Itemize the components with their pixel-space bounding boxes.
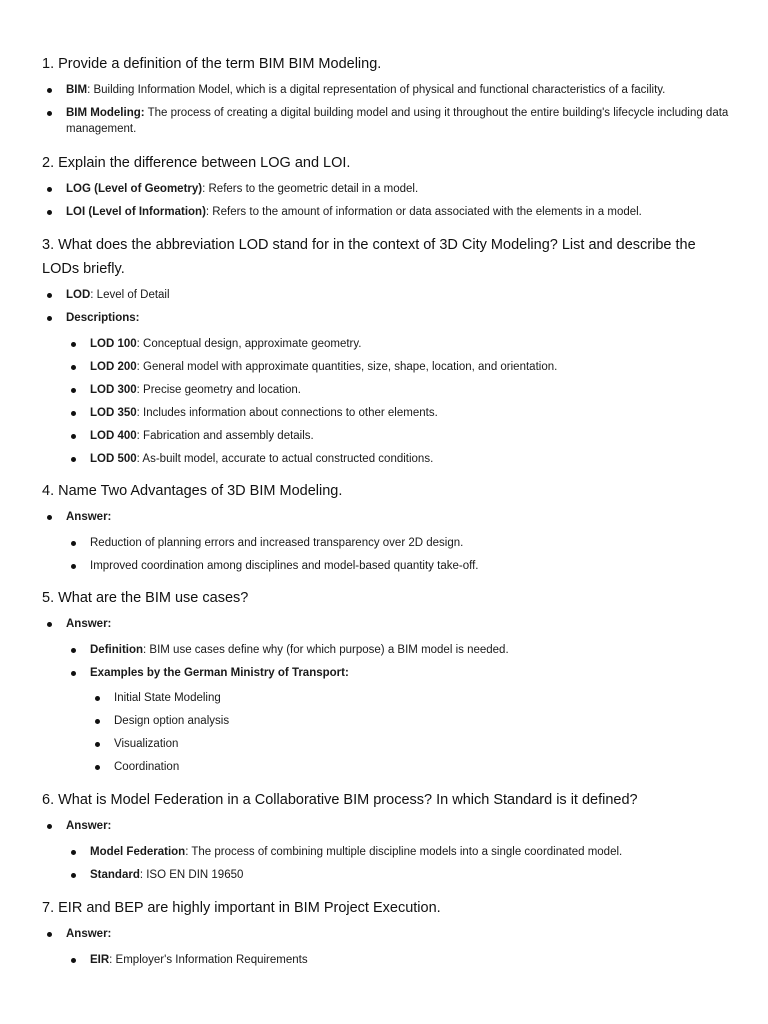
bullet-icon [71,671,76,676]
list-item [42,105,732,137]
bullet-icon [71,541,76,546]
item-text: The process of creating a digital building model and using it throughout the entire building's lifecycle including data management. [66,107,729,135]
list-item [90,759,732,775]
item-text: : Precise geometry and location. [136,384,301,396]
item-text: : BIM use cases define why (for which purpose) a BIM model is needed. [143,644,509,656]
item-text: : Level of Detail [90,289,170,301]
question-5-list [42,616,732,775]
bullet-icon [95,719,100,724]
list-item [66,665,732,775]
answer-colon: : [107,618,112,630]
list-item [90,690,732,706]
bullet-icon [47,622,52,627]
list-item [42,181,732,197]
term-label: LOD 500 [90,453,137,465]
term-label: BIM Modeling: [66,107,145,119]
list-item [66,844,732,860]
item-text: : Refers to the geometric detail in a model. [202,183,419,195]
list-item [90,713,732,729]
list-item [66,642,732,658]
item-text: Improved coordination among disciplines and model-based quantity take-off. [90,560,479,572]
question-6-heading: 6. What is Model Federation in a Collaborative BIM process? In which Standard is it defined? [42,792,638,808]
item-text: Reduction of planning errors and increased transparency over 2D design. [90,537,464,549]
bullet-icon [95,765,100,770]
item-text: : [135,312,140,324]
answer-label: Answer [66,511,108,523]
question-2-heading: 2. Explain the difference between LOG and LOI. [42,155,351,171]
item-text: : Fabrication and assembly details. [136,430,314,442]
answer-colon: : [107,820,112,832]
item-text: Coordination [114,761,180,773]
list-item [42,616,732,775]
list-item [66,336,732,352]
bullet-icon [47,316,52,321]
term-label: LOD 400 [90,430,137,442]
section-1 [42,52,732,137]
list-item [66,405,732,421]
bullet-icon [47,293,52,298]
list-item [66,867,732,883]
question-1-list [42,82,732,137]
bullet-icon [71,873,76,878]
bullet-icon [71,411,76,416]
term-label: LOD 200 [90,361,137,373]
term-label: LOD 100 [90,338,137,350]
item-text: : [344,667,349,679]
list-item [42,818,732,883]
list-item [42,287,732,303]
item-text: Visualization [114,738,179,750]
list-item [66,952,732,968]
bullet-icon [47,88,52,93]
bullet-icon [47,187,52,192]
question-6-list [42,818,732,883]
list-item [66,535,732,551]
list-item [42,204,732,220]
item-text: : Conceptual design, approximate geometry. [136,338,362,350]
advantages-list [66,535,732,574]
question-4-list [42,509,732,574]
term-label: LOD [66,289,91,301]
term-label: Examples by the German Ministry of Transport [90,667,345,679]
term-label: LOD 300 [90,384,137,396]
question-2-list [42,181,732,220]
lod-list [66,336,732,467]
bullet-icon [95,742,100,747]
term-label: Model Federation [90,846,186,858]
list-item [42,926,732,968]
list-item [66,451,732,467]
bullet-icon [47,824,52,829]
bullet-icon [95,696,100,701]
use-cases-list [66,642,732,775]
answer-label: Answer [66,820,108,832]
list-item [90,736,732,752]
term-label: Descriptions [66,312,136,324]
bullet-icon [71,388,76,393]
term-label: Standard [90,869,140,881]
section-5 [42,586,732,775]
question-4-heading: 4. Name Two Advantages of 3D BIM Modeling. [42,483,343,499]
question-5-heading: 5. What are the BIM use cases? [42,590,249,606]
question-7-heading: 7. EIR and BEP are highly important in BIM Project Execution. [42,900,441,916]
item-text: : General model with approximate quantities, size, shape, location, and orientation. [136,361,558,373]
bullet-icon [47,210,52,215]
answer-label: Answer [66,928,108,940]
eir-bep-list [66,952,732,968]
answer-colon: : [107,928,112,940]
question-3-heading: 3. What does the abbreviation LOD stand for in the context of 3D City Modeling? List and describe the LODs briefly. [42,237,696,277]
bullet-icon [47,932,52,937]
list-item [66,359,732,375]
item-text: Initial State Modeling [114,692,221,704]
bullet-icon [71,457,76,462]
list-item [42,82,732,98]
item-text: : Employer's Information Requirements [109,954,308,966]
examples-list [90,690,732,775]
item-text: : As-built model, accurate to actual constructed conditions. [136,453,434,465]
section-2 [42,151,732,220]
list-item [42,509,732,574]
item-text: Design option analysis [114,715,230,727]
document-body [42,52,732,975]
item-text: : Building Information Model, which is a digital representation of physical and functional characteristics of a facility. [87,84,666,96]
section-7 [42,896,732,968]
item-text: : ISO EN DIN 19650 [139,869,244,881]
list-item [66,428,732,444]
bullet-icon [71,648,76,653]
term-label: LOD 350 [90,407,137,419]
answer-label: Answer [66,618,108,630]
term-label: EIR [90,954,110,966]
term-label: BIM [66,84,88,96]
question-7-list [42,926,732,968]
item-text: : Includes information about connections to other elements. [136,407,438,419]
list-item [42,310,732,467]
answer-colon: : [107,511,112,523]
bullet-icon [71,365,76,370]
section-4 [42,479,732,574]
bullet-icon [47,515,52,520]
question-1-heading: 1. Provide a definition of the term BIM BIM Modeling. [42,56,382,72]
bullet-icon [71,958,76,963]
item-text: : The process of combining multiple discipline models into a single coordinated model. [185,846,623,858]
section-3 [42,233,732,467]
bullet-icon [71,434,76,439]
term-label: LOI (Level of Information) [66,206,206,218]
term-label: Definition [90,644,144,656]
question-3-list [42,287,732,467]
federation-list [66,844,732,883]
item-text: : Refers to the amount of information or data associated with the elements in a model. [205,206,642,218]
bullet-icon [71,564,76,569]
list-item [66,382,732,398]
bullet-icon [47,111,52,116]
list-item [66,558,732,574]
bullet-icon [71,850,76,855]
section-6 [42,788,732,883]
term-label: LOG (Level of Geometry) [66,183,203,195]
bullet-icon [71,342,76,347]
